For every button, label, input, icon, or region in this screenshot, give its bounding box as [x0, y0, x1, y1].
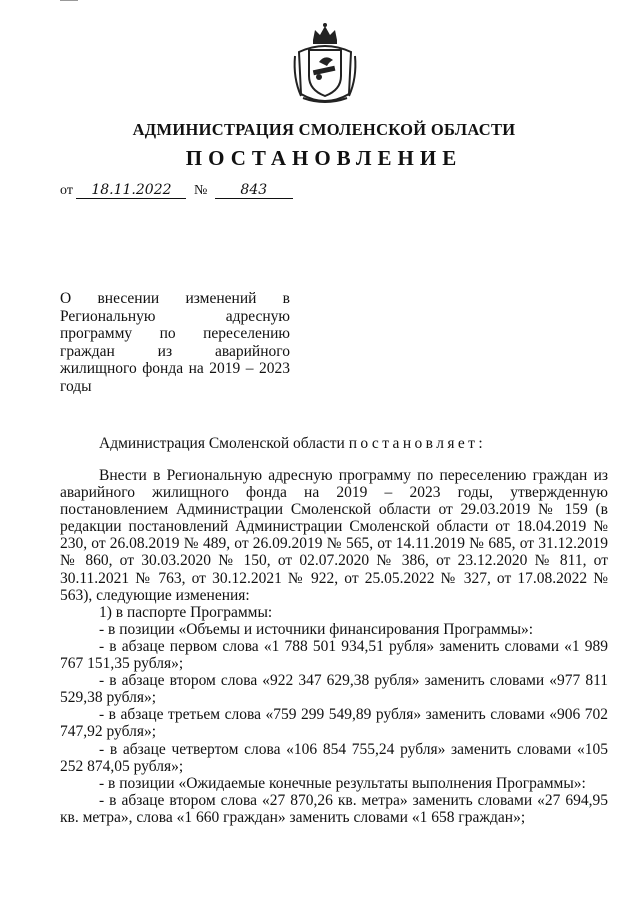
paragraph: - в абзаце втором слова «922 347 629,38 рубля» заменить словами «977 811 529,38 рубля»;: [60, 672, 608, 707]
scan-corner-mark: [60, 0, 78, 1]
paragraph: - в абзаце первом слова «1 788 501 934,51 рубля» заменить словами «1 989 767 151,35 рубля»;: [60, 637, 608, 673]
paragraph: - в абзаце втором слова «27 870,26 кв. метра» заменить словами «27 694,95 кв. метра», слова «1 660 граждан» заменить словами «1 658 граждан»;: [60, 791, 608, 826]
date-label: от: [60, 183, 73, 198]
paragraph: - в абзаце третьем слова «759 299 549,89 рубля» заменить словами «906 702 747,92 рубля»;: [60, 706, 608, 741]
paragraph: Внести в Региональную адресную программу по переселению граждан из аварийного жилищного фонда на 2019 – 2023 годы, утвержденную постановлением Администрации Смоленской области от 29.03.2019 № 159 (в редакции постановлений Администрации Смоленской области от 18.04.2019 № 230, от 26.08.2019 № 489, от 26.09.2019 № 565, от 14.11.2019 № 685, от 31.12.2019 № 860, от 30.03.2020 № 150, от 02.07.2020 № 386, от 23.12.2020 № 811, от 30.11.2021 № 763, от 30.12.2021 № 922, от 25.05.2022 № 327, от 17.08.2022 № 563), следующие изменения:: [60, 467, 608, 604]
coat-of-arms-icon: [289, 22, 361, 108]
paragraph: - в позиции «Объемы и источники финансирования Программы»:: [99, 620, 534, 638]
date-number-line: [60, 183, 293, 199]
preamble-text: Администрация Смоленской области: [99, 435, 345, 452]
number-value: 843: [215, 183, 293, 199]
date-value: 18.11.2022: [76, 183, 186, 199]
document-type-title: ПОСТАНОВЛЕНИЕ: [185, 146, 463, 170]
paragraph: - в позиции «Ожидаемые конечные результаты выполнения Программы»:: [99, 774, 586, 792]
preamble-verb: постановляет:: [348, 435, 487, 452]
organization-title: АДМИНИСТРАЦИЯ СМОЛЕНСКОЙ ОБЛАСТИ: [132, 120, 516, 139]
document-subject: О внесении изменений в Региональную адресную программу по переселению граждан из аварийного жилищного фонда на 2019 – 2023 годы: [60, 290, 290, 395]
document-body: [60, 467, 608, 826]
paragraph: 1) в паспорте Программы:: [99, 603, 273, 621]
preamble: [99, 435, 486, 453]
number-label: №: [193, 183, 208, 198]
paragraph: - в абзаце четвертом слова «106 854 755,24 рубля» заменить словами «105 252 874,05 рубля»;: [60, 740, 608, 775]
